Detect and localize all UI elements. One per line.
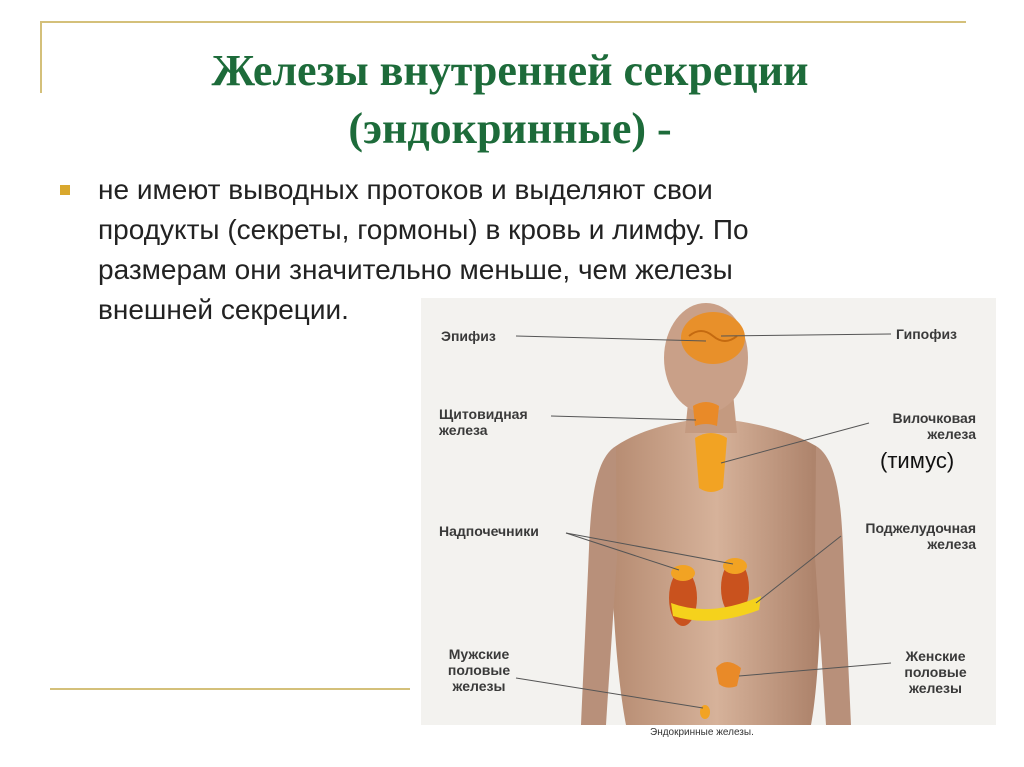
uterus-gland — [716, 662, 741, 688]
left-arm-shape — [581, 446, 617, 725]
bullet-line-4: внешней секреции. — [98, 294, 349, 325]
testis-gland — [700, 705, 710, 719]
right-arm-shape — [815, 446, 851, 725]
endocrine-illustration — [421, 298, 996, 725]
bullet-line-1: не имеют выводных протоков и выделяют свои — [98, 174, 713, 205]
label-thyroid: Щитовидная железа — [439, 406, 528, 438]
frame-left-line — [40, 21, 42, 93]
frame-top-line — [40, 21, 966, 23]
slide-title — [60, 42, 960, 158]
bullet-square-icon — [60, 185, 70, 195]
label-adrenals: Надпочечники — [439, 523, 539, 539]
label-epiphysis: Эпифиз — [441, 328, 496, 344]
title-line-2: (эндокринные) - — [348, 104, 672, 153]
bullet-line-3: размерам они значительно меньше, чем железы — [98, 254, 733, 285]
frame-bottom-line — [50, 688, 410, 690]
label-thymus: Вилочковая железа — [892, 410, 976, 442]
bullet-line-2: продукты (секреты, гормоны) в кровь и лимфу. По — [98, 214, 749, 245]
label-female-gonads: Женские половые железы — [904, 648, 967, 696]
thymus-note: (тимус) — [880, 448, 955, 473]
label-male-gonads: Мужские половые железы — [447, 646, 511, 694]
title-line-1: Железы внутренней секреции — [211, 46, 809, 95]
illustration-caption: Эндокринные железы. — [650, 727, 754, 738]
label-pituitary: Гипофиз — [896, 326, 958, 342]
thyroid-gland — [693, 402, 719, 426]
label-pancreas: Поджелудочная железа — [865, 520, 976, 552]
